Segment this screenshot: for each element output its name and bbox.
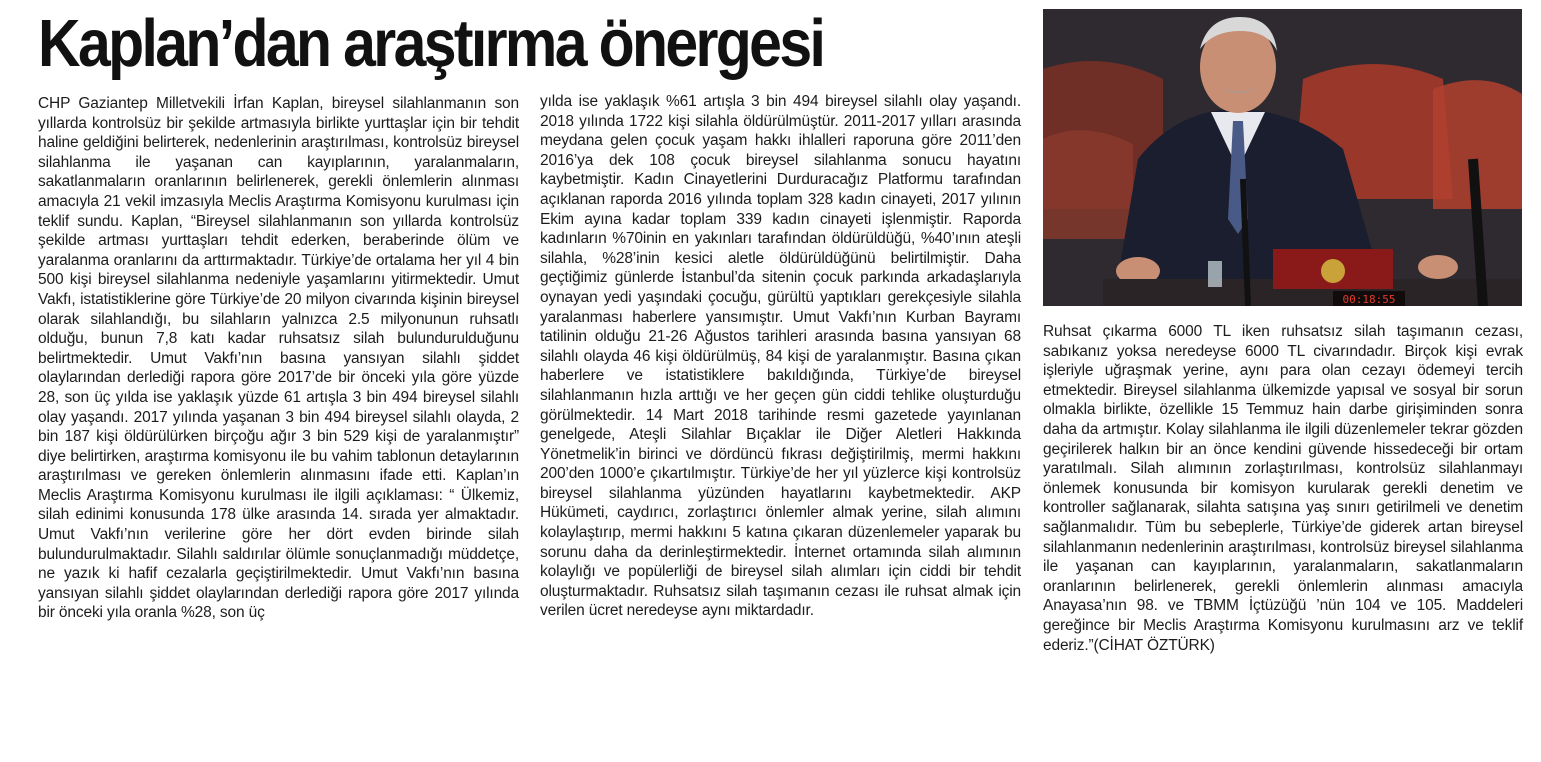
column-2-text: yılda ise yaklaşık %61 artışla 3 bin 494 bireysel silahlı olay yaşandı. 2018 yılında 1722 kişi silahla öldürülmüştür. 2011-2017 yılları arasında meydana gelen çocuk yaşam hakkı ihlalleri raporuna göre 2011’den 2016’ya dek 108 çocuk bireysel silahlanma sonucu hayatını kaybetmiştir. Kadın Cinayetlerini Durduracağız Platformu tarafından açıklanan raporda 2016 yılında toplam 328 kadın cinayeti, 2017 yılının Ekim ayına kadar toplam 339 kadın cinayeti işlenmiştir. Raporda kadınların %70inin en yakınları tarafından öldürüldüğü, %40’ının ateşli silahla, %28’inin kesici aletle öldürüldüğünü belirtilmiştir. Daha geçtiğimiz günlerde İstanbul’da sitenin çocuk parkında arkadaşlarıyla oynayan yedi yaşındaki çocuğu, gürültü yaptıkları gerekçesiyle silahla yaralanması haberlere yansımıştır. Umut Vakfı’nın Kurban Bayramı tatilinin olduğu 21-26 Ağustos tarihleri arasında basına yansıyan 68 silahlı olayda 46 kişi öldürülmüş, 84 kişi de yaralanmıştır. Basına çıkan haberlere ve istatistiklere bakıldığında, Türkiye’de bireysel silahlanmanın hızla arttığı ve her geçen gün ciddi tehlike oluşturduğu görülmektedir. 14 Mart 2018 tarihinde resmi gazetede yayınlanan genelgede, Ateşli Silahlar Bıçaklar ile Diğer Aletleri Hakkında Yönetmelik’in birinci ve dördüncü fıkrası değiştirilmiş, mermi hakkını 200’den 1000’e çıkartılmıştır. Türkiye’de her yıl yüzlerce kişi kontrolsüz bireysel silahlanma yüzünden hayatlarını kaybetmektedir. AKP Hükümeti, caydırıcı, zorlaştırıcı önlemler almak yerine, silah alımını kolaylaştırıp, mermi hakkını 5 katına çıkaran düzenlemeler yaparak bu sorunu daha da derinleştirmektedir. İnternet ortamında silah alımının kolaylığı ve popülerliği de bireysel silah alımları için ciddi bir tehdit oluşturmaktadır. Ruhsatsız silah taşımanın cezası ile ruhsat almak için verilen ücret neredeyse aynı miktardadır. <box>540 93 1021 620</box>
speaker-photo-illustration <box>1043 9 1522 306</box>
article-column-3 <box>1043 322 1523 655</box>
article-column-1 <box>38 94 519 623</box>
podium-clock: 00:18:55 <box>1342 293 1396 306</box>
article-column-2 <box>540 92 1021 621</box>
column-1-text: CHP Gaziantep Milletvekili İrfan Kaplan, bireysel silahlanmanın son yıllarda kontrolsüz bir şekilde artmasıyla birlikte yurttaşlar için bir tehdit haline geldiğini belirterek, nedenlerinin araştırılması, kontrolsüz bireysel silahlanma ile yaşanan can kayıplarının, yaralanmaların, sakatlanmaların oranlarının belirlenerek, gerekli önlemlerin alınması amacıyla 21 vekil imzasıyla Meclis Araştırma Komisyonu kurulması için teklif sundu. Kaplan, “Bireysel silahlanmanın son yıllarda kontrolsüz şekilde artması yurttaşları tehdit ederken, beraberinde ölüm ve yaralanma oranlarını da arttırmaktadır. Türkiye’de ortalama her yıl 4 bin 500 kişi bireysel silahlanma nedeniyle yaşamlarını yitirmektedir. Umut Vakfı, istatistiklerine göre Türkiye’de 20 milyon civarında kişinin bireysel olarak silahlandığı, bu silahların yalnızca 2.5 milyonunun ruhsatlı olduğu, bunun 7,8 katı kadar ruhsatsız silah bulundurulduğunu belirtmektedir. Umut Vakfı’nın basına yansıyan silahlı şiddet olaylarından derlediği rapora göre 2017’de bir önceki yıla göre yüzde 28, son üç yılda ise yaklaşık yüzde 61 artışla 3 bin 494 bireysel silahlı olay yaşandı. 2017 yılında yaşanan 3 bin 494 bireysel silahlı olayda, 2 bin 187 kişi öldürülürken birçoğu ağır 3 bin 529 kişi de yaralanmıştır” diye belirtirken, araştırma komisyonu ile bu vahim tablonun detaylarının araştırılması ve gereken önlemlerin alınmasını ifade etti. Kaplan’ın Meclis Araştırma Komisyonu kurulması ile ilgili açıklaması: “ Ülkemiz, silah edinimi konusunda 178 ülke arasında 14. sırada yer almaktadır. Umut Vakfı’nın verilerine göre her dört evden birinde silah bulundurulmaktadır. Silahlı saldırılar ölümle sonuçlanmadığı müddetçe, ne yazık ki hafif cezalarla geçiştirilmektedir. Umut Vakfı’nın basına yansıyan silahlı şiddet olaylarından derlediği rapora göre 2017 yılında bir önceki yıla oranla %28, son üç <box>38 95 519 622</box>
speaker-photo <box>1043 9 1522 306</box>
headline: Kaplan’dan araştırma önergesi <box>38 6 824 81</box>
column-3-text: Ruhsat çıkarma 6000 TL iken ruhsatsız silah taşımanın cezası, sabıkanız yoksa neredeyse 6000 TL civarındadır. Birçok kişi evrak işleriyle uğraşmak yerine, aynı para olan cezayı ödemeyi tercih etmektedir. Bireysel silahlanma ülkemizde yapısal ve sosyal bir sorun olmakla birlikte, özellikle 15 Temmuz hain darbe girişiminden sonra daha da artmıştır. Kolay silahlanma ile ilgili düzenlemeler tekrar gözden geçirilerek halkın bir an önce kendini güvende hissedeceği bir ortam yaratılmalı. Silah alımının zorlaştırılması, kontrolsüz silahlanmayı önlemek konusunda bir komisyon kurularak gerekli denetim ve kontroller sağlanarak, silahta satışına yaş sınırı getirilmeli ve denetim sağlanmalıdır. Tüm bu sebeplerle, Türkiye’de giderek artan bireysel silahlanmanın nedenlerinin araştırılması, kontrolsüz bireysel silahlanma ile yaşanan can kayıplarının, yaralanmaların, sakatlanmaların oranlarının belirlenerek, gerekli önlemlerin alınması amacıyla Anayasa’nın 98. ve TBMM İçtüzüğü ’nün 104 ve 105. Maddeleri gereğince bir Meclis Araştırma Komisyonu kurulmasını arz ve teklif ederiz.”(CİHAT ÖZTÜRK) <box>1043 323 1523 654</box>
